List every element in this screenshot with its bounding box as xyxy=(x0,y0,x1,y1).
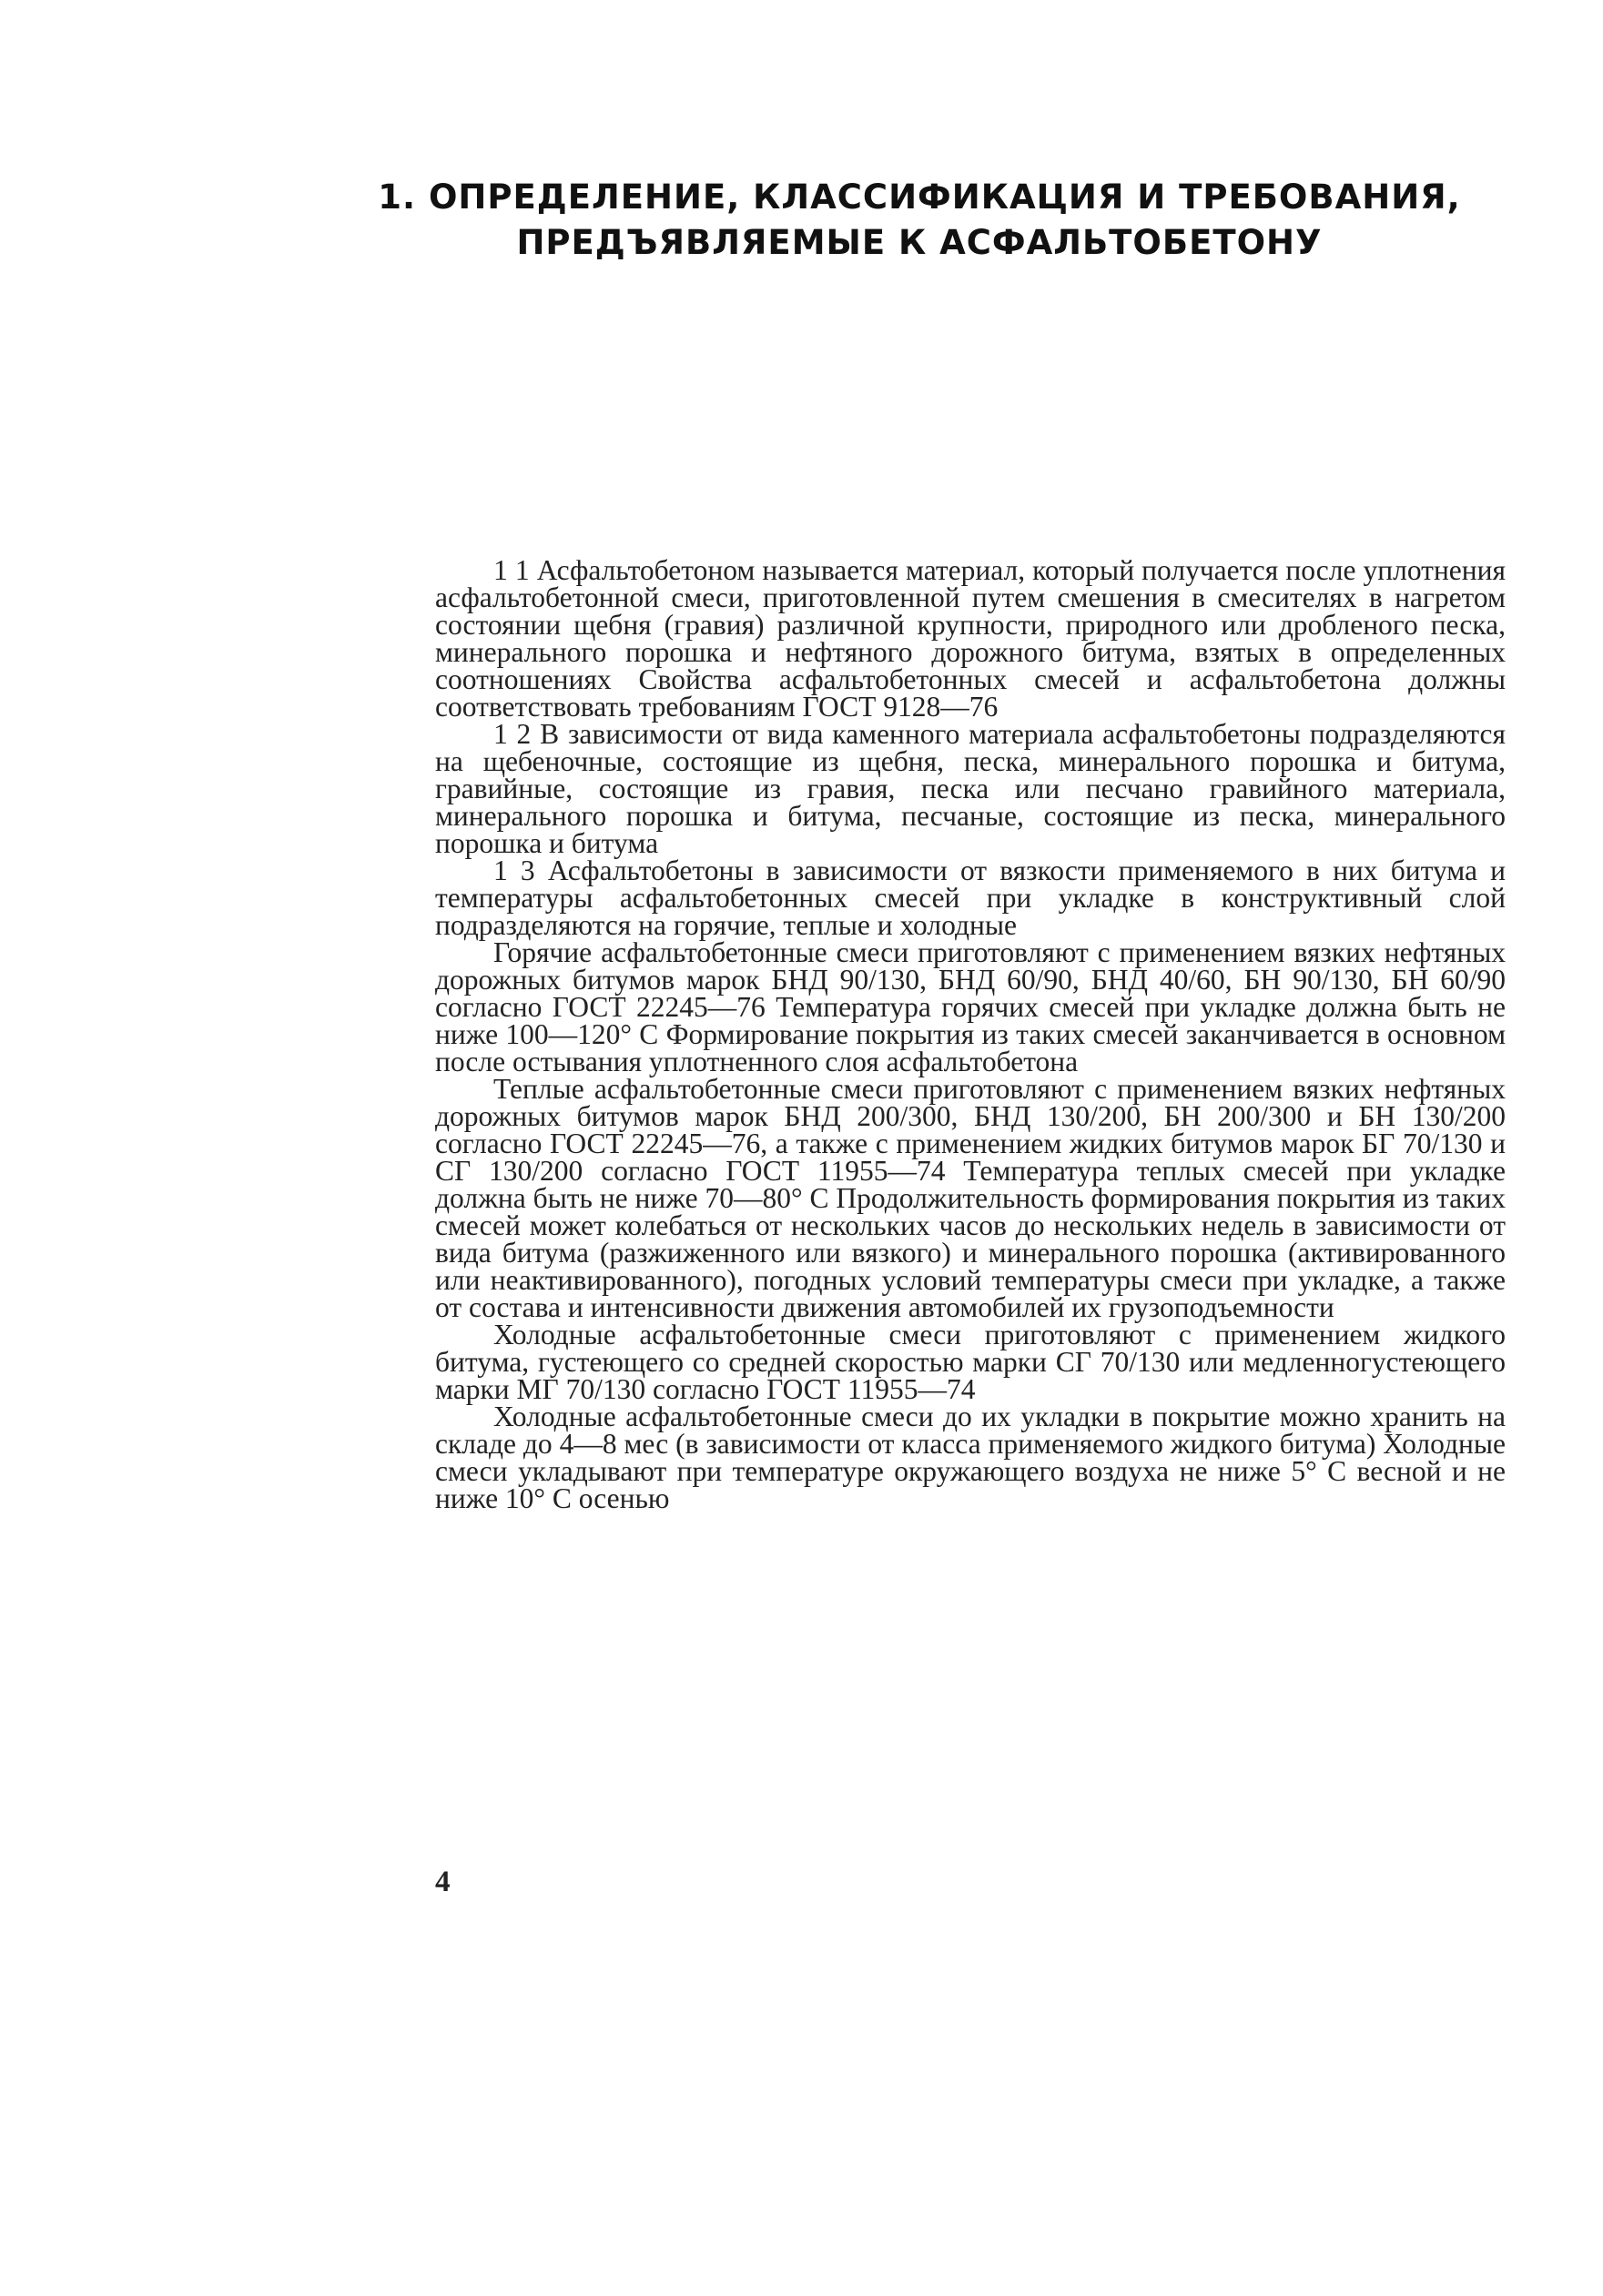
paragraph-1-1: 1 1 Асфальтобетоном называется материал, который получается после уплотнения асфальтобетонной смеси, приготовленной путем смешения в смесителях в нагретом состоянии щебня (гравия) различной крупности, природного или дробленого песка, минерального порошка и нефтяного дорожного битума, взятых в определенных соотношениях Свойства асфальтобетонных смесей и асфальтобетона должны соответствовать требованиям ГОСТ 9128—76 xyxy=(435,554,1506,723)
paragraph-1-2: 1 2 В зависимости от вида каменного материала асфальтобетоны подразделяются на щебеночные, состоящие из щебня, песка, минерального порошка и битума, гравийные, состоящие из гравия, песка или песчано гравийного материала, минерального порошка и битума, песчаные, состоящие из песка, минерального порошка и битума xyxy=(435,718,1506,859)
page-number: 4 xyxy=(435,1866,451,1898)
section-heading-line-1: 1. ОПРЕДЕЛЕНИЕ, КЛАССИФИКАЦИЯ И ТРЕБОВАНИЯ, xyxy=(378,177,1461,217)
section-heading xyxy=(346,175,1493,266)
paragraph-cold-mixes: Холодные асфальтобетонные смеси приготовляют с применением жидкого битума, густеющего со средней скоростью марки СГ 70/130 или медленногустеющего марки МГ 70/130 согласно ГОСТ 11955—74 xyxy=(435,1319,1506,1405)
body-text xyxy=(435,554,1506,1514)
paragraph-hot-mixes: Горячие асфальтобетонные смеси приготовляют с применением вязких нефтяных дорожных битумов марок БНД 90/130, БНД 60/90, БНД 40/60, БН 90/130, БН 60/90 согласно ГОСТ 22245—76 Температура горячих смесей при укладке должна быть не ниже 100—120° С Формирование покрытия из таких смесей заканчивается в основном после остывания уплотненного слоя асфальтобетона xyxy=(435,936,1506,1077)
section-heading-line-2: ПРЕДЪЯВЛЯЕМЫЕ К АСФАЛЬТОБЕТОНУ xyxy=(516,223,1323,262)
paragraph-1-3: 1 3 Асфальтобетоны в зависимости от вязкости применяемого в них битума и температуры асфальтобетонных смесей при укладке в конструктивный слой подразделяются на горячие, теплые и холодные xyxy=(435,855,1506,941)
paragraph-warm-mixes: Теплые асфальтобетонные смеси приготовляют с применением вязких нефтяных дорожных битумов марок БНД 200/300, БНД 130/200, БН 200/300 и БН 130/200 согласно ГОСТ 22245—76, а также с применением жидких битумов марок БГ 70/130 и СГ 130/200 согласно ГОСТ 11955—74 Температура теплых смесей при укладке должна быть не ниже 70—80° С Продолжительность формирования покрытия из таких смесей может колебаться от нескольких часов до нескольких недель в зависимости от вида битума (разжиженного или вязкого) и минерального порошка (активированного или неактивированного), погодных условий температуры смеси при укладке, а также от состава и интенсивности движения автомобилей их грузоподъемности xyxy=(435,1073,1506,1323)
paragraph-cold-storage: Холодные асфальтобетонные смеси до их укладки в покрытие можно хранить на складе до 4—8 мес (в зависимости от класса применяемого жидкого битума) Холодные смеси укладывают при температуре окружающего воздуха не ниже 5° С весной и не ниже 10° С осенью xyxy=(435,1401,1506,1514)
